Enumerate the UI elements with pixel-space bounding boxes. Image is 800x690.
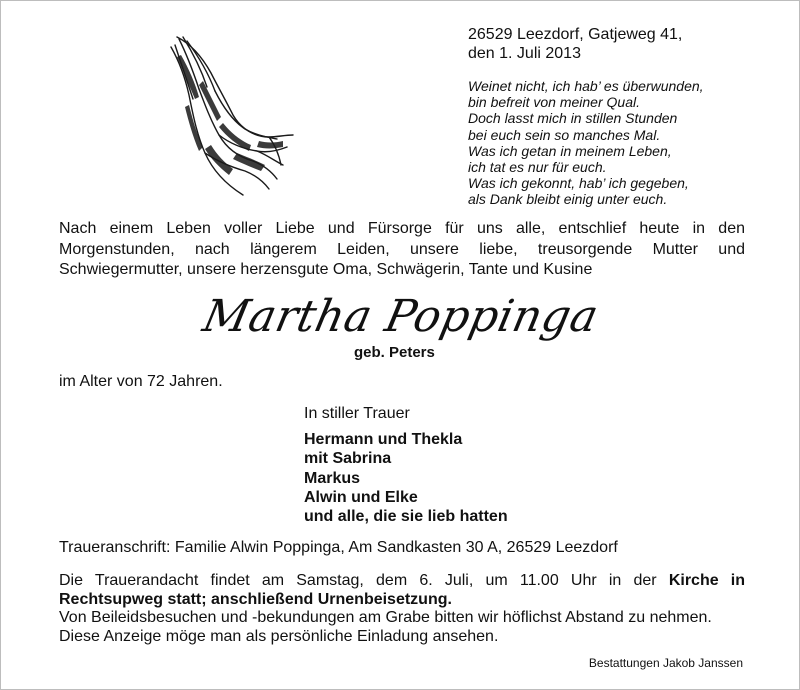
mourner-name: mit Sabrina <box>304 450 392 468</box>
deceased-name-text: Martha Poppinga <box>198 291 604 342</box>
poem-line: Was ich gekonnt, hab’ ich gegeben, <box>468 175 689 192</box>
service-details <box>59 572 745 646</box>
funeral-home: Bestattungen Jakob Janssen <box>588 656 743 670</box>
poem-line: Doch lasst mich in stillen Stunden <box>468 110 678 127</box>
sender-address: 26529 Leezdorf, Gatjeweg 41, <box>468 26 683 43</box>
notice-date: den 1. Juli 2013 <box>468 45 581 62</box>
intro-line: Morgenstunden, nach längerem Leiden, unsere liebe, treusorgende Mutter und <box>59 240 745 258</box>
poem-line: als Dank bleibt einig unter euch. <box>468 191 668 208</box>
mourner-name: Markus <box>304 469 361 487</box>
intro-line: Schwiegermutter, unsere herzensgute Oma, Schwägerin, Tante und Kusine <box>59 261 593 278</box>
service-line-3: Von Beileidsbesuchen und -bekundungen am Grabe bitten wir höflichst Abstand zu nehmen. <box>59 609 712 626</box>
service-line-2: Rechtsupweg statt; anschließend Urnenbeisetzung. <box>59 590 452 608</box>
poem-line: Weinet nicht, ich hab’ es überwunden, <box>468 78 704 94</box>
poem <box>468 78 704 208</box>
mourner-name: Alwin und Elke <box>304 488 418 506</box>
service-line-4: Diese Anzeige möge man als persönliche Einladung ansehen. <box>59 627 499 645</box>
birth-name: geb. Peters <box>354 344 435 361</box>
intro-text <box>59 219 745 281</box>
mourner-name: und alle, die sie lieb hatten <box>304 508 508 526</box>
service-line-1 <box>59 572 745 591</box>
service-location: Kirche in <box>668 572 746 589</box>
praying-hands-icon <box>159 25 299 200</box>
mourners-list <box>304 430 508 526</box>
service-text: Die Trauerandacht findet am Samstag, dem 6. Juli, um 11.00 Uhr in der <box>59 572 657 589</box>
poem-line: Was ich getan in meinem Leben, <box>468 142 672 159</box>
mourning-heading: In stiller Trauer <box>304 405 410 422</box>
mourner-name: Hermann und Thekla <box>304 431 463 448</box>
intro-line: Nach einem Leben voller Liebe und Fürsorge für uns alle, entschlief heute in den <box>59 220 745 237</box>
deceased-name <box>1 291 800 342</box>
poem-line: bei euch sein so manches Mal. <box>468 126 661 143</box>
age-line: im Alter von 72 Jahren. <box>59 373 223 390</box>
place-and-date <box>468 25 682 63</box>
poem-line: ich tat es nur für euch. <box>468 159 607 176</box>
mourning-address: Traueranschrift: Familie Alwin Poppinga, Am Sandkasten 30 A, 26529 Leezdorf <box>59 539 618 556</box>
poem-line: bin befreit von meiner Qual. <box>468 94 640 111</box>
